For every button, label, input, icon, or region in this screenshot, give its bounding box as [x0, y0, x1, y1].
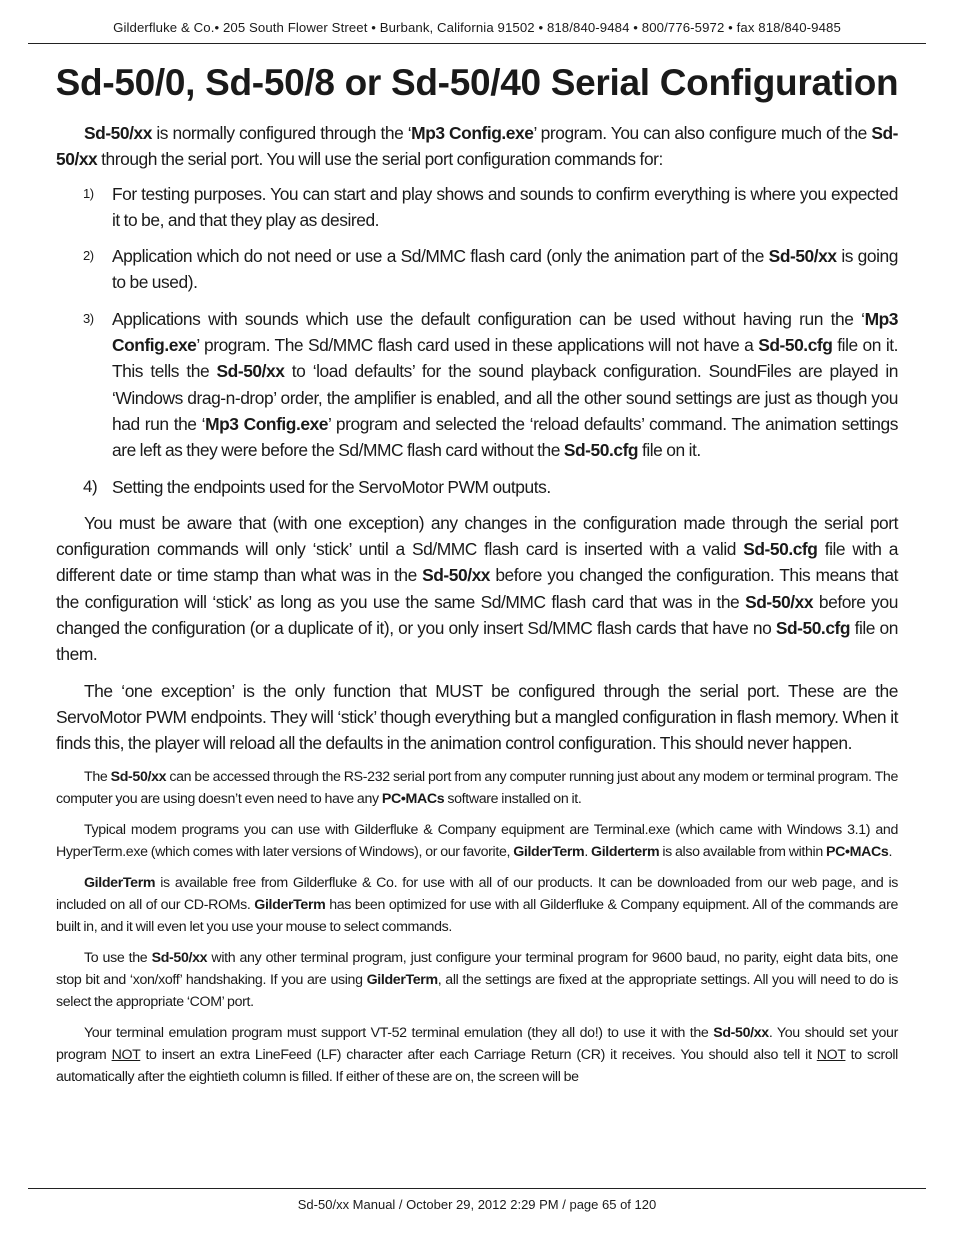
page-title: Sd-50/0, Sd-50/8 or Sd-50/40 Serial Configuration	[55, 62, 899, 103]
product-name: Sd-50/xx	[84, 123, 152, 143]
vt52-paragraph: Your terminal emulation program must support VT-52 terminal emulation (they all do!) to use it with the Sd-50/xx. You should set your program NOT to insert an extra LineFeed (LF) character after each Carriage Return (CR) it receives. You should also tell it NOT to scroll automatically after the eightieth column is filled. If either of these are on, the screen will be	[56, 1024, 898, 1085]
page-header: Gilderfluke & Co.• 205 South Flower Street • Burbank, California 91502 • 818/840-9484 • 800/776-5972 • fax 818/840-9485	[28, 20, 926, 44]
other-terminal-paragraph: To use the Sd-50/xx with any other terminal program, just configure your terminal program for 9600 baud, no parity, eight data bits, one stop bit and ‘xon/xoff’ handshaking. If you are using GilderTerm, all the settings are fixed at the appropriate settings. All you will need to do is select the appropriate ‘COM’ port.	[56, 949, 899, 1010]
gilderterm-paragraph: GilderTerm is available free from Gilderfluke & Co. for use with all of our products. It can be downloaded from our web page, and is included on all of our CD-ROMs. GilderTerm has been optimized for use with all Gilderfluke & Company equipment. All of the commands are built in, and it will even let you use your mouse to select commands.	[56, 874, 899, 935]
list-item: 3) Applications with sounds which use the default configuration can be used without having run the ‘Mp3 Config.exe’ program. The Sd/MMC flash card used in these applications will not have a Sd-50.cfg file on it. This tells the Sd-50/xx to ‘load defaults’ for the sound playback configuration. SoundFiles are played in ‘Windows drag-n-drop’ order, the amplifier is enabled, and all the other sound settings are just as though you had run the ‘Mp3 Config.exe’ program and selected the ‘reload defaults’ command. The animation settings are left as they were before the Sd/MMC flash card without the Sd-50.cfg file on it.	[56, 306, 898, 464]
list-item: 2) Application which do not need or use a Sd/MMC flash card (only the animation part of the Sd-50/xx is going to be used).	[56, 243, 898, 296]
modem-programs-paragraph: Typical modem programs you can use with Gilderfluke & Company equipment are Terminal.exe (which came with Windows 3.1) and HyperTerm.exe (which comes with later versions of Windows), or our favorite, GilderTerm. Gilderterm is also available from within PC•MACs.	[56, 821, 898, 860]
page-footer: Sd-50/xx Manual / October 29, 2012 2:29 PM / page 65 of 120	[28, 1188, 926, 1212]
list-item: 1) For testing purposes. You can start and play shows and sounds to confirm everything is where you expected it to be, and that they play as desired.	[56, 181, 898, 234]
list-item: 4) Setting the endpoints used for the ServoMotor PWM outputs.	[56, 474, 898, 500]
intro-paragraph: Sd-50/xx is normally configured through the ‘Mp3 Config.exe’ program. You can also configure much of the Sd-50/xx through the serial port. You will use the serial port configuration commands for:	[56, 123, 898, 170]
list-number: 3)	[83, 310, 94, 326]
list-number: 1)	[83, 185, 94, 201]
one-exception-paragraph: The ‘one exception’ is the only function that MUST be configured through the serial port. These are the ServoMotor PWM endpoints. They will ‘stick’ though everything but a mangled configuration in flash memory. When it finds this, the player will reload all the defaults in the animation control configuration. This should never happen.	[56, 680, 898, 754]
rs232-paragraph: The Sd-50/xx can be accessed through the RS-232 serial port from any computer running just about any modem or terminal program. The computer you are using doesn’t even need to have any PC•MACs software installed on it.	[56, 768, 898, 807]
list-number: 4)	[83, 476, 98, 496]
uses-list	[56, 181, 898, 500]
exception-paragraph: You must be aware that (with one exception) any changes in the configuration made through the serial port configuration commands will only ‘stick’ until a Sd/MMC flash card is inserted with a valid Sd-50.cfg file with a different date or time stamp than what was in the Sd-50/xx before you changed the configuration. This means that the configuration will ‘stick’ as long as you use the same Sd/MMC flash card that was in the Sd-50/xx before you changed the configuration (or a duplicate of it), or you only insert Sd/MMC flash cards that have no Sd-50.cfg file on them.	[56, 512, 898, 665]
program-name: Mp3 Config.exe	[411, 123, 534, 143]
list-number: 2)	[83, 248, 94, 264]
product-name: Sd-50/xx	[56, 123, 898, 170]
page-body	[56, 120, 898, 1088]
